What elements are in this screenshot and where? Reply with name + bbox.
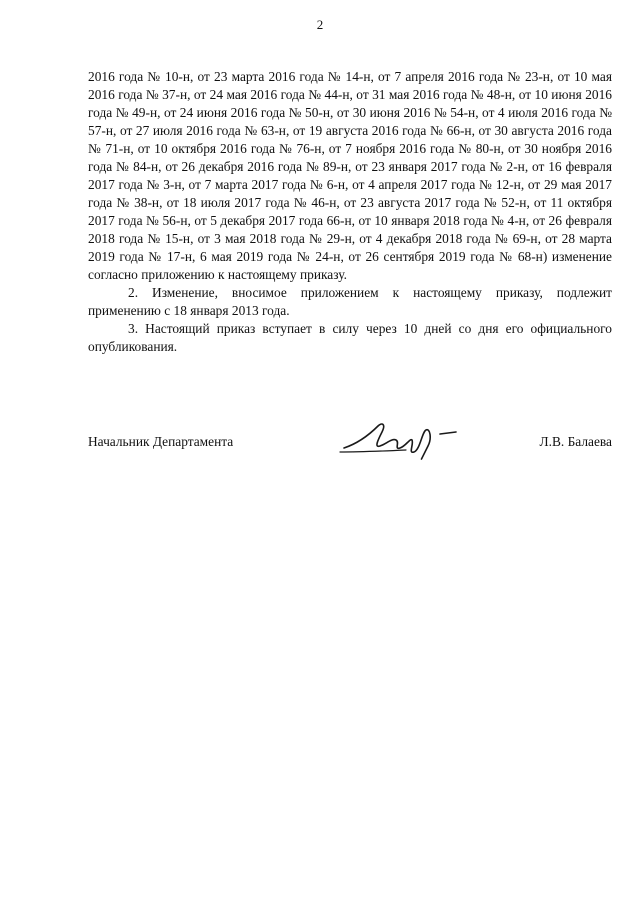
signatory-name: Л.В. Балаева: [539, 434, 612, 449]
handwritten-signature-icon: [336, 418, 466, 462]
paragraph-item-2: 2. Изменение, вносимое приложением к настоящему приказу, подлежит применению с 18 января 2013 года.: [88, 285, 612, 318]
paragraph-item-3: 3. Настоящий приказ вступает в силу через 10 дней со дня его официального опубликования.: [88, 321, 612, 354]
signature-block: [88, 426, 612, 466]
page-number: 2: [316, 17, 324, 32]
document-body: [88, 68, 612, 356]
paragraph-continuation: 2016 года № 10-н, от 23 марта 2016 года № 14-н, от 7 апреля 2016 года № 23-н, от 10 мая 2016 года № 37-н, от 24 мая 2016 года № 44-н, от 31 мая 2016 года № 48-н, от 10 июня 2016 года № 49-н, от 24 июня 2016 года № 50-н, от 30 июня 2016 № 54-н, от 4 июля 2016 года № 57-н, от 27 июля 2016 года № 63-н, от 19 августа 2016 года № 66-н, от 30 августа 2016 года № 71-н, от 10 октября 2016 года № 76-н, от 7 ноября 2016 года № 80-н, от 30 ноября 2016 года № 84-н, от 26 декабря 2016 года № 89-н, от 23 января 2017 года № 2-н, от 16 февраля 2017 года № 3-н, от 7 марта 2017 года № 6-н, от 4 апреля 2017 года № 12-н, от 29 мая 2017 года № 38-н, от 18 июля 2017 года № 46-н, от 23 августа 2017 года № 52-н, от 11 октября 2017 года № 56-н, от 5 декабря 2017 года 66-н, от 10 января 2018 года № 4-н, от 26 февраля 2018 года № 15-н, от 3 мая 2018 года № 29-н, от 4 декабря 2018 года № 69-н, от 28 марта 2019 года № 17-н, 6 мая 2019 года № 24-н, от 26 сентября 2019 года № 68-н) изменение согласно приложению к настоящему приказу.: [88, 69, 612, 282]
signatory-position: Начальник Департамента: [88, 434, 234, 449]
